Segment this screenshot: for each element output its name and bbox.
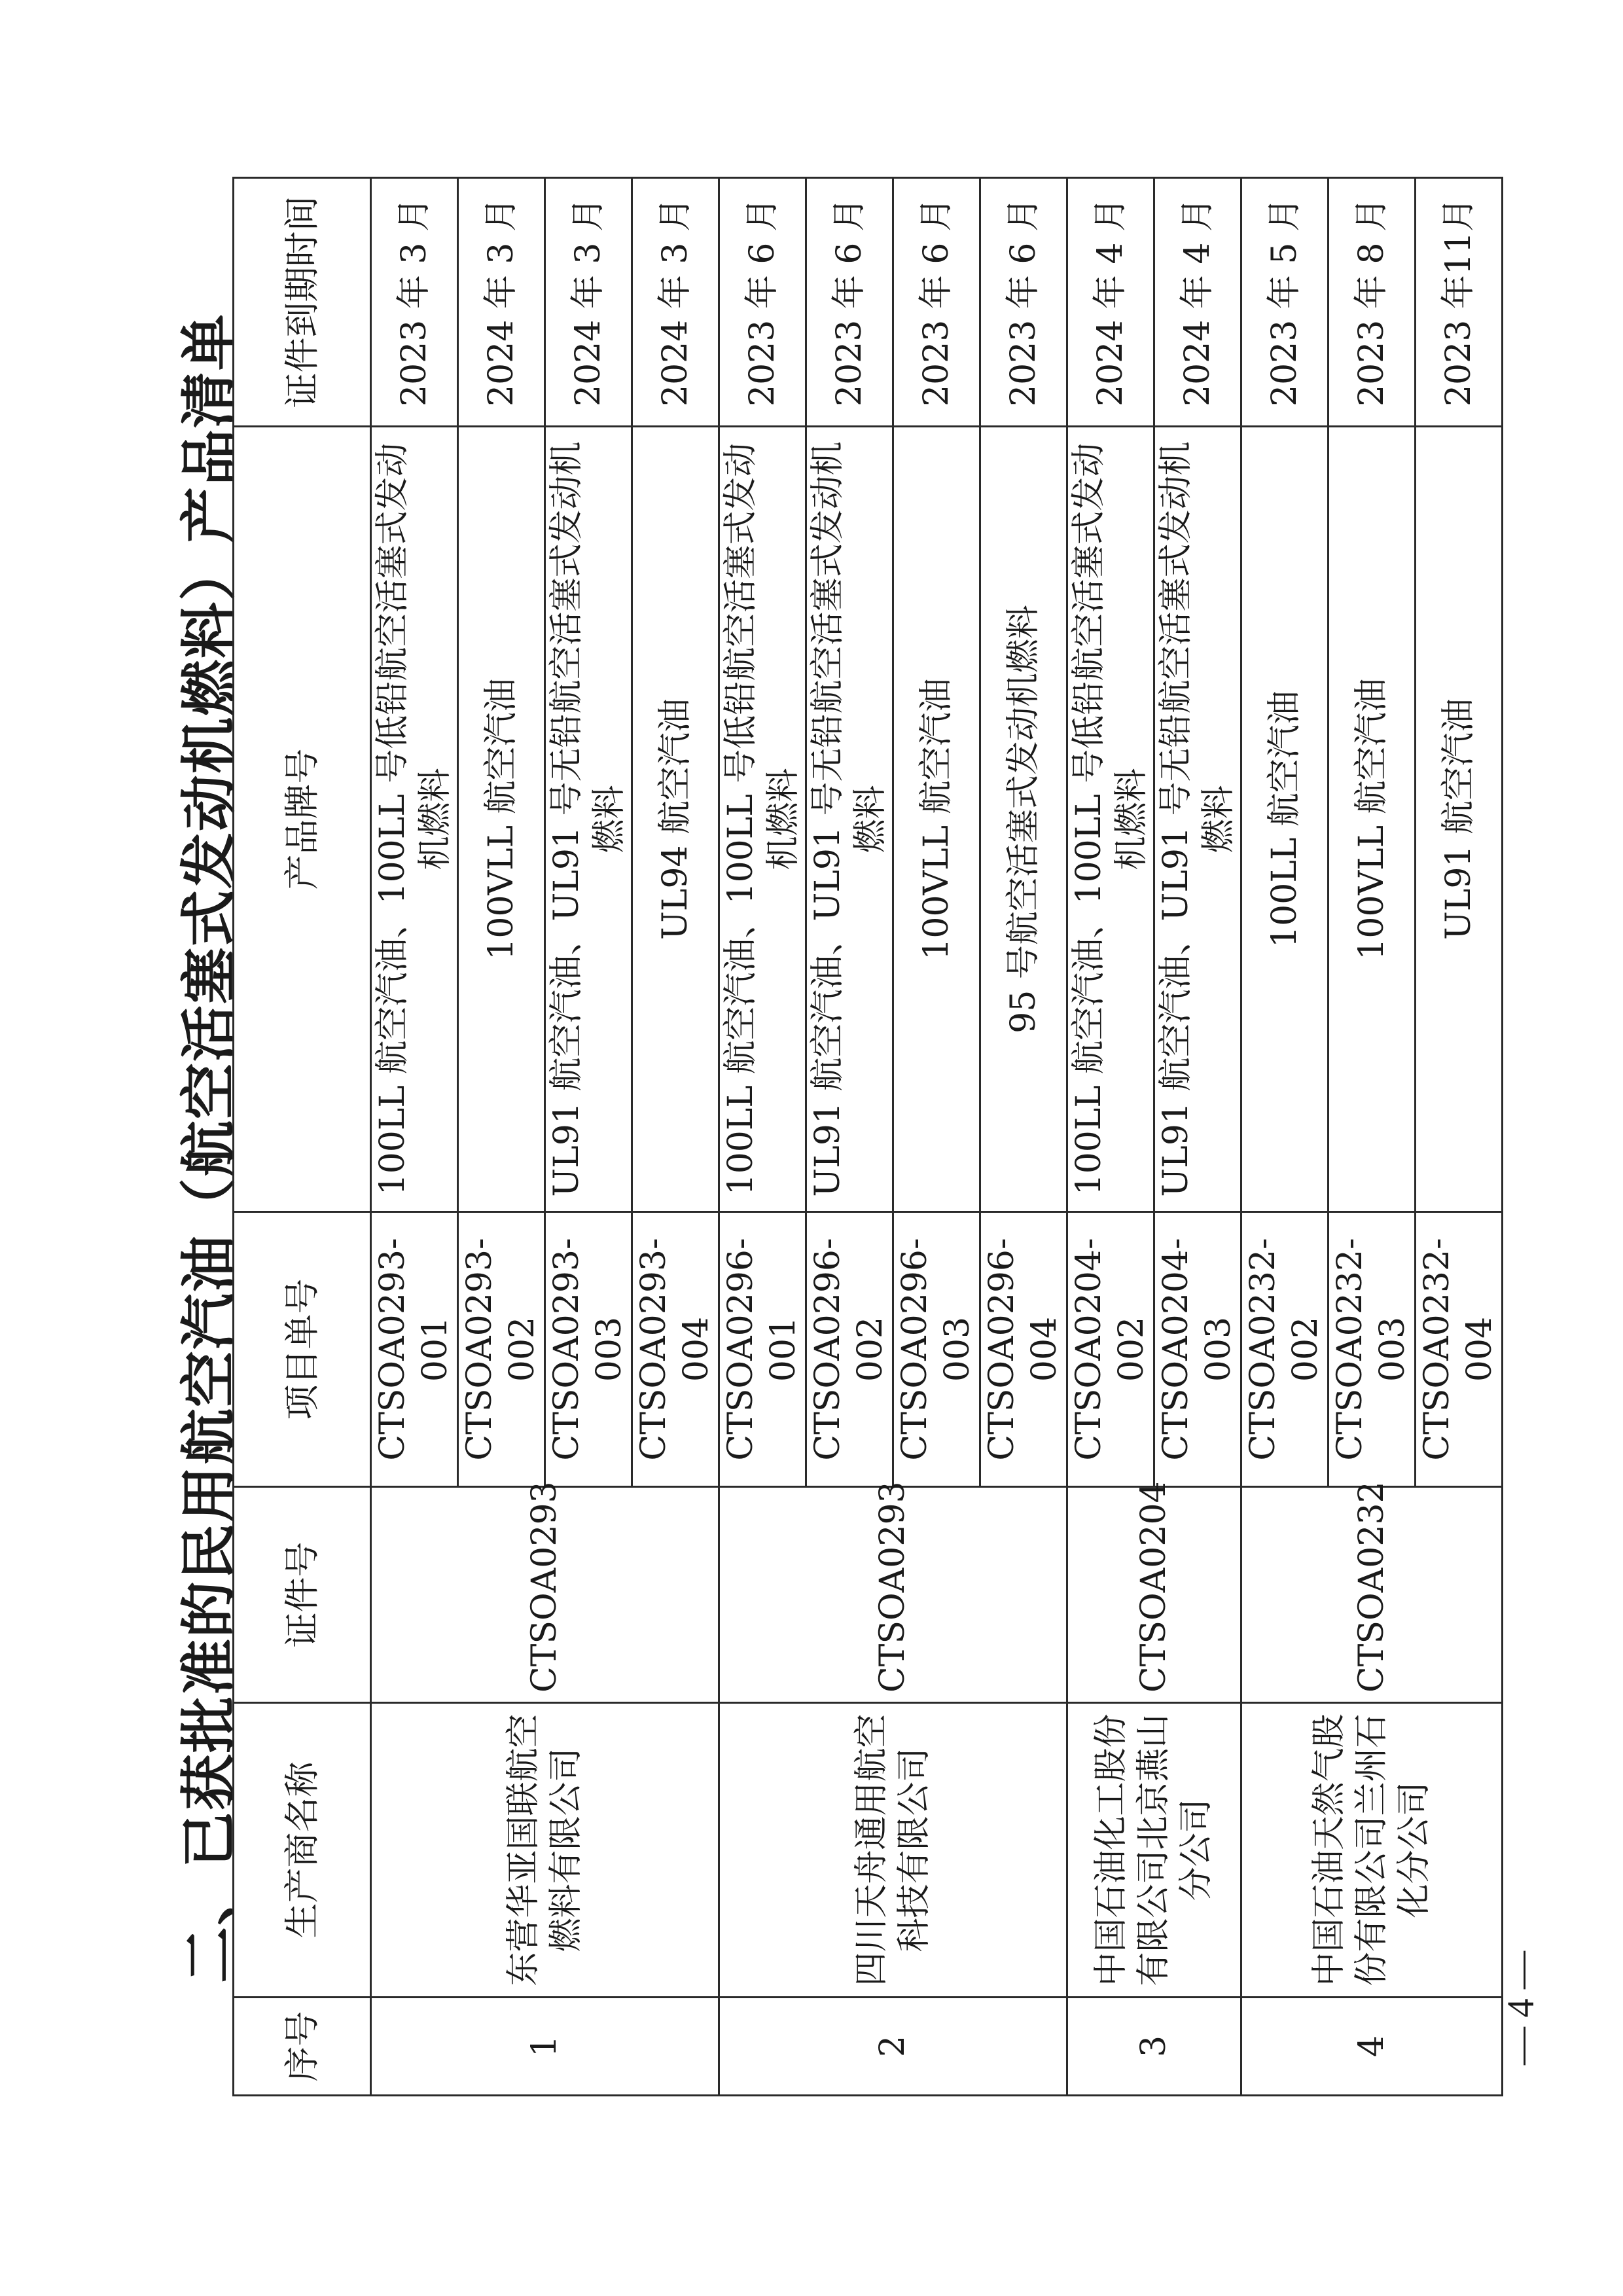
expiry-cell: 2024 年 3 月 [458, 178, 545, 427]
seq-cell: 3 [1067, 1998, 1241, 2096]
expiry-cell: 2023 年 6 月 [806, 178, 893, 427]
seq-cell: 2 [719, 1998, 1067, 2096]
expiry-cell: 2023 年 6 月 [893, 178, 980, 427]
project-cell: CTSOA0296-004 [980, 1212, 1067, 1487]
manufacturer-cell: 中国石油化工股份有限公司北京燕山分公司 [1067, 1703, 1241, 1998]
table-row [371, 178, 458, 2096]
expiry-cell: 2023 年 6 月 [719, 178, 806, 427]
table-row [1067, 178, 1154, 2096]
project-cell: CTSOA0293-001 [371, 1212, 458, 1487]
column-header: 证件号 [234, 1487, 371, 1703]
expiry-cell: 2023 年 3 月 [371, 178, 458, 427]
manufacturer-cell: 四川天舟通用航空科技有限公司 [719, 1703, 1067, 1998]
column-header: 生产商名称 [234, 1703, 371, 1998]
cert-cell: CTSOA0204 [1067, 1487, 1241, 1703]
cert-cell: CTSOA0293 [719, 1487, 1067, 1703]
column-header: 项目单号 [234, 1212, 371, 1487]
project-cell: CTSOA0293-004 [632, 1212, 719, 1487]
project-cell: CTSOA0232-002 [1241, 1212, 1329, 1487]
page-title: 二、已获批准的民用航空汽油（航空活塞式发动机燃料）产品清单 [177, 313, 242, 1983]
project-cell: CTSOA0296-003 [893, 1212, 980, 1487]
product-cell: UL94 航空汽油 [632, 427, 719, 1212]
expiry-cell: 2023 年 6 月 [980, 178, 1067, 427]
seq-cell: 4 [1241, 1998, 1503, 2096]
table-row [1241, 178, 1329, 2096]
expiry-cell: 2024 年 4 月 [1067, 178, 1154, 427]
project-cell: CTSOA0296-002 [806, 1212, 893, 1487]
product-cell: 95 号航空活塞式发动机燃料 [980, 427, 1067, 1212]
product-cell: 100LL 航空汽油、100LL 号低铅航空活塞式发动机燃料 [719, 427, 806, 1212]
expiry-cell: 2024 年 3 月 [632, 178, 719, 427]
column-header: 产品牌号 [234, 427, 371, 1212]
product-table [232, 177, 1503, 2096]
project-cell: CTSOA0293-002 [458, 1212, 545, 1487]
product-cell: UL91 航空汽油、UL91 号无铅航空活塞式发动机燃料 [806, 427, 893, 1212]
product-cell: 100LL 航空汽油、100LL 号低铅航空活塞式发动机燃料 [371, 427, 458, 1212]
project-cell: CTSOA0232-003 [1329, 1212, 1416, 1487]
page-number: — 4 — [1499, 1951, 1542, 2065]
product-cell: 100VLL 航空汽油 [458, 427, 545, 1212]
product-cell: UL91 航空汽油 [1416, 427, 1503, 1212]
product-cell: UL91 航空汽油、UL91 号无铅航空活塞式发动机燃料 [1154, 427, 1241, 1212]
project-cell: CTSOA0296-001 [719, 1212, 806, 1487]
manufacturer-cell: 东营华亚国联航空燃料有限公司 [371, 1703, 719, 1998]
product-cell: 100LL 航空汽油、100LL 号低铅航空活塞式发动机燃料 [1067, 427, 1154, 1212]
expiry-cell: 2023 年 8 月 [1329, 178, 1416, 427]
manufacturer-cell: 中国石油天然气股份有限公司兰州石化分公司 [1241, 1703, 1503, 1998]
expiry-cell: 2024 年 3 月 [545, 178, 632, 427]
seq-cell: 1 [371, 1998, 719, 2096]
product-cell: UL91 航空汽油、UL91 号无铅航空活塞式发动机燃料 [545, 427, 632, 1212]
table-header-row [234, 178, 371, 2096]
product-cell: 100VLL 航空汽油 [1329, 427, 1416, 1212]
column-header: 序号 [234, 1998, 371, 2096]
expiry-cell: 2024 年 4 月 [1154, 178, 1241, 427]
expiry-cell: 2023 年 5 月 [1241, 178, 1329, 427]
cert-cell: CTSOA0293 [371, 1487, 719, 1703]
table-row [719, 178, 806, 2096]
column-header: 证件到期时间 [234, 178, 371, 427]
project-cell: CTSOA0232-004 [1416, 1212, 1503, 1487]
project-cell: CTSOA0204-003 [1154, 1212, 1241, 1487]
project-cell: CTSOA0204-002 [1067, 1212, 1154, 1487]
product-cell: 100LL 航空汽油 [1241, 427, 1329, 1212]
expiry-cell: 2023 年11月 [1416, 178, 1503, 427]
product-cell: 100VLL 航空汽油 [893, 427, 980, 1212]
project-cell: CTSOA0293-003 [545, 1212, 632, 1487]
cert-cell: CTSOA0232 [1241, 1487, 1503, 1703]
